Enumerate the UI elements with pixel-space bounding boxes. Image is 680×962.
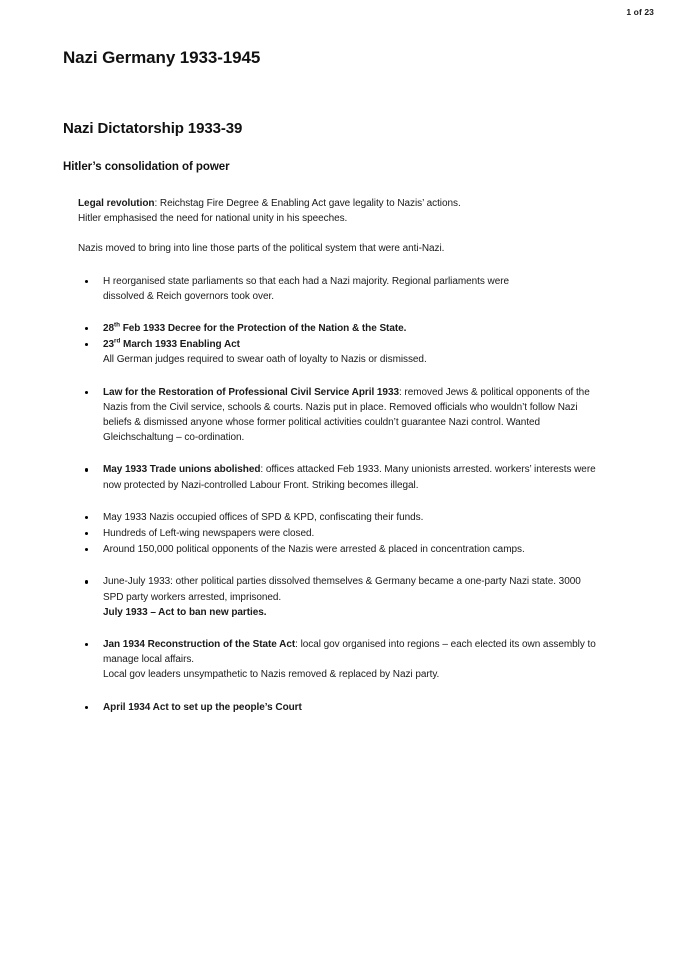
document-content	[63, 48, 623, 715]
bullet-3-line2: All German judges required to swear oath of loyalty to Nazis or dismissed.	[103, 354, 427, 366]
list-item	[78, 637, 603, 683]
bullet-3-date-number: 23	[103, 339, 115, 351]
list-item	[78, 337, 603, 367]
bullet-3-rest: March 1933 Enabling Act	[120, 339, 240, 351]
bullet-10-text: : local gov organised into regions – each elected its own assembly to manage local affairs.	[103, 639, 596, 666]
list-item	[78, 542, 603, 557]
document-title: Nazi Germany 1933-1945	[63, 48, 261, 67]
bullet-10-label: Jan 1934 Reconstruction of the State Act	[103, 639, 296, 651]
bullet-9-text: June-July 1933: other political parties dissolved themselves & Germany became a one-party Nazi state. 3000 SPD party workers arrested, imprisoned.	[103, 576, 581, 603]
paragraph-bring-into-line: Nazis moved to bring into line those parts of the political system that were anti-Nazi.	[78, 243, 445, 255]
list-item	[78, 385, 603, 446]
bullet-9-bold-line: July 1933 – Act to ban new parties.	[103, 606, 267, 618]
bullet-10-line3: Local gov leaders unsympathetic to Nazis removed & replaced by Nazi party.	[103, 669, 440, 681]
bullet-8-text: Around 150,000 political opponents of the Nazis were arrested & placed in concentration camps.	[103, 544, 525, 556]
bullet-5-label: May 1933 Trade unions abolished	[103, 464, 261, 476]
bullet-1-line1: H reorganised state parliaments so that each had a Nazi majority. Regional parliaments were	[103, 275, 510, 287]
list-item	[78, 462, 603, 492]
legal-revolution-label: Legal revolution	[78, 198, 155, 209]
list-item	[78, 321, 603, 336]
legal-revolution-text: : Reichstag Fire Degree & Enabling Act gave legality to Nazis’ actions.	[154, 198, 461, 209]
bullet-4-text: : removed Jews & political opponents of the Nazis from the Civil service, schools & courts. Nazis put in place. Removed officials who wouldn’t follow Nazi beliefs & dismissed anyone whose former political activities couldn’t guarantee Nazi control. Wanted Gleichschaltung – co-ordination.	[103, 386, 590, 444]
list-item	[78, 526, 603, 541]
bullet-2-rest: Feb 1933 Decree for the Protection of the Nation & the State.	[119, 323, 407, 335]
list-item	[78, 274, 603, 304]
legal-revolution-line2: Hitler emphasised the need for national unity in his speeches.	[78, 213, 348, 225]
bullet-6-text: May 1933 Nazis occupied offices of SPD & KPD, confiscating their funds.	[103, 511, 424, 523]
bullet-3-date-suffix: rd	[114, 337, 121, 345]
paragraph-legal-revolution	[78, 196, 603, 226]
bullet-1-line2: dissolved & Reich governors took over.	[103, 290, 274, 302]
bullet-11-text: April 1934 Act to set up the people’s Court	[103, 701, 302, 713]
bullet-2-date-number: 28	[103, 323, 115, 335]
list-item	[78, 574, 603, 620]
bullet-3-heading	[103, 337, 603, 352]
list-item	[78, 510, 603, 525]
body-block	[78, 196, 603, 715]
bullet-list	[78, 274, 603, 715]
section-title: Nazi Dictatorship 1933-39	[63, 120, 243, 137]
page-counter: 1 of 23	[626, 7, 654, 17]
bullet-7-text: Hundreds of Left-wing newspapers were closed.	[103, 528, 315, 540]
subsection-title: Hitler’s consolidation of power	[63, 161, 230, 173]
bullet-5-text: : offices attacked Feb 1933. Many unionists arrested. workers’ interests were now protected by Nazi-controlled Labour Front. Striking becomes illegal.	[103, 464, 596, 491]
bullet-2-date-suffix: th	[114, 321, 120, 329]
list-item	[78, 700, 603, 715]
bullet-4-label: Law for the Restoration of Professional Civil Service April 1933	[103, 386, 399, 398]
